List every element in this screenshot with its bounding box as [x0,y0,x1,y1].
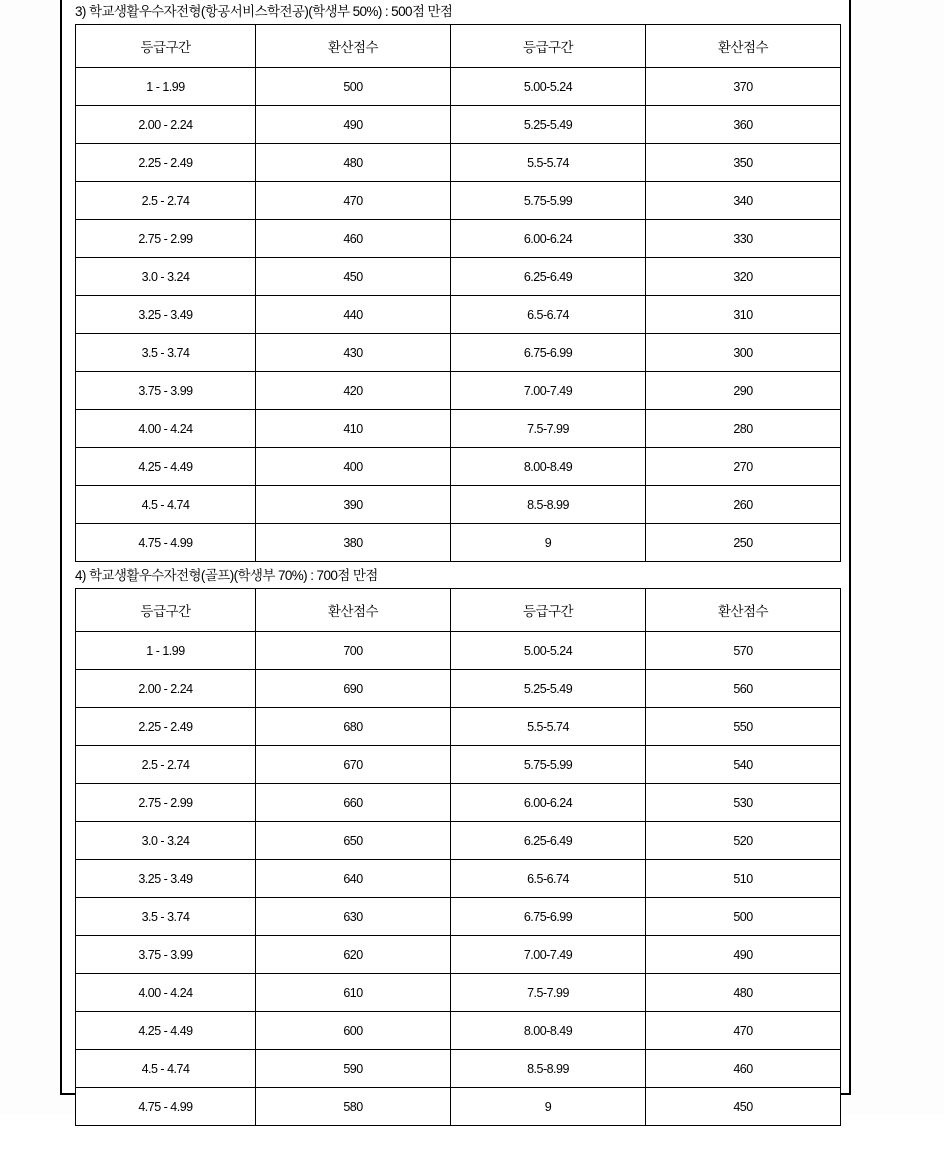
cell-converted-score-left: 600 [256,1012,451,1050]
cell-converted-score-left: 400 [256,448,451,486]
cell-converted-score-left: 670 [256,746,451,784]
column-header-grade-range-right: 등급구간 [451,25,646,68]
cell-converted-score-left: 430 [256,334,451,372]
cell-converted-score-right: 310 [646,296,841,334]
table-row [76,670,841,708]
table-row [76,372,841,410]
score-table-aviation-service [75,24,841,562]
cell-grade-range-right: 9 [451,1088,646,1126]
cell-grade-range-right: 6.25-6.49 [451,822,646,860]
cell-grade-range-left: 2.25 - 2.49 [76,708,256,746]
table-row [76,68,841,106]
cell-converted-score-left: 690 [256,670,451,708]
column-header-converted-score-right: 환산점수 [646,589,841,632]
cell-converted-score-right: 450 [646,1088,841,1126]
cell-converted-score-left: 680 [256,708,451,746]
cell-converted-score-right: 350 [646,144,841,182]
table-row [76,220,841,258]
score-table-golf [75,588,841,1126]
cell-grade-range-left: 2.00 - 2.24 [76,670,256,708]
table-row [76,524,841,562]
cell-converted-score-right: 540 [646,746,841,784]
cell-converted-score-left: 390 [256,486,451,524]
cell-grade-range-left: 3.0 - 3.24 [76,258,256,296]
cell-grade-range-right: 8.5-8.99 [451,486,646,524]
cell-converted-score-right: 550 [646,708,841,746]
cell-converted-score-left: 650 [256,822,451,860]
cell-grade-range-left: 2.75 - 2.99 [76,784,256,822]
cell-grade-range-right: 5.5-5.74 [451,144,646,182]
table-row [76,974,841,1012]
section-title-4: 4) 학교생활우수자전형(골프)(학생부 70%) : 700점 만점 [75,568,378,583]
cell-grade-range-right: 7.5-7.99 [451,974,646,1012]
cell-converted-score-right: 530 [646,784,841,822]
table-row [76,632,841,670]
cell-grade-range-right: 5.75-5.99 [451,182,646,220]
cell-grade-range-left: 3.5 - 3.74 [76,334,256,372]
cell-grade-range-left: 2.5 - 2.74 [76,746,256,784]
cell-grade-range-right: 9 [451,524,646,562]
cell-converted-score-left: 490 [256,106,451,144]
document-content [75,0,840,1170]
cell-converted-score-right: 510 [646,860,841,898]
column-header-converted-score-left: 환산점수 [256,25,451,68]
cell-converted-score-left: 450 [256,258,451,296]
cell-grade-range-left: 4.75 - 4.99 [76,1088,256,1126]
cell-grade-range-left: 3.25 - 3.49 [76,296,256,334]
cell-converted-score-left: 640 [256,860,451,898]
cell-converted-score-right: 300 [646,334,841,372]
table-row [76,784,841,822]
cell-converted-score-left: 700 [256,632,451,670]
table-row [76,106,841,144]
cell-converted-score-right: 470 [646,1012,841,1050]
table-row [76,936,841,974]
cell-grade-range-left: 4.25 - 4.49 [76,448,256,486]
cell-converted-score-right: 250 [646,524,841,562]
cell-converted-score-right: 520 [646,822,841,860]
cell-converted-score-left: 630 [256,898,451,936]
cell-converted-score-left: 410 [256,410,451,448]
table-row [76,746,841,784]
cell-converted-score-left: 420 [256,372,451,410]
cell-converted-score-right: 500 [646,898,841,936]
cell-grade-range-right: 5.25-5.49 [451,106,646,144]
table-row [76,486,841,524]
cell-converted-score-left: 480 [256,144,451,182]
cell-grade-range-left: 4.00 - 4.24 [76,410,256,448]
cell-grade-range-right: 6.00-6.24 [451,220,646,258]
table-row [76,258,841,296]
table-row [76,296,841,334]
cell-grade-range-left: 3.75 - 3.99 [76,372,256,410]
cell-grade-range-right: 6.75-6.99 [451,898,646,936]
cell-grade-range-left: 4.25 - 4.49 [76,1012,256,1050]
section-title-3: 3) 학교생활우수자전형(항공서비스학전공)(학생부 50%) : 500점 만점 [75,4,453,19]
cell-converted-score-left: 460 [256,220,451,258]
cell-converted-score-right: 320 [646,258,841,296]
cell-grade-range-left: 3.0 - 3.24 [76,822,256,860]
cell-grade-range-left: 4.5 - 4.74 [76,1050,256,1088]
table-row [76,822,841,860]
table-row [76,898,841,936]
cell-converted-score-right: 370 [646,68,841,106]
cell-converted-score-right: 290 [646,372,841,410]
cell-grade-range-left: 1 - 1.99 [76,68,256,106]
cell-converted-score-right: 330 [646,220,841,258]
table-row [76,182,841,220]
cell-converted-score-left: 580 [256,1088,451,1126]
cell-grade-range-right: 7.5-7.99 [451,410,646,448]
cell-grade-range-right: 7.00-7.49 [451,936,646,974]
table-row [76,1012,841,1050]
cell-converted-score-right: 270 [646,448,841,486]
cell-grade-range-left: 1 - 1.99 [76,632,256,670]
cell-grade-range-right: 6.25-6.49 [451,258,646,296]
cell-converted-score-left: 660 [256,784,451,822]
cell-grade-range-right: 7.00-7.49 [451,372,646,410]
cell-grade-range-right: 8.5-8.99 [451,1050,646,1088]
cell-converted-score-right: 570 [646,632,841,670]
cell-converted-score-right: 340 [646,182,841,220]
cell-grade-range-left: 4.5 - 4.74 [76,486,256,524]
cell-grade-range-right: 6.75-6.99 [451,334,646,372]
table-row [76,144,841,182]
cell-converted-score-right: 560 [646,670,841,708]
cell-converted-score-left: 590 [256,1050,451,1088]
table-header-row [76,25,841,68]
cell-grade-range-left: 2.5 - 2.74 [76,182,256,220]
cell-grade-range-right: 6.00-6.24 [451,784,646,822]
table-row [76,708,841,746]
cell-converted-score-left: 380 [256,524,451,562]
cell-converted-score-right: 360 [646,106,841,144]
cell-grade-range-left: 3.25 - 3.49 [76,860,256,898]
cell-grade-range-right: 6.5-6.74 [451,296,646,334]
cell-converted-score-left: 470 [256,182,451,220]
cell-converted-score-left: 610 [256,974,451,1012]
cell-grade-range-right: 8.00-8.49 [451,448,646,486]
page-bottom-spacer [75,1126,840,1170]
cell-grade-range-left: 4.00 - 4.24 [76,974,256,1012]
cell-grade-range-right: 5.75-5.99 [451,746,646,784]
cell-grade-range-left: 2.75 - 2.99 [76,220,256,258]
cell-converted-score-right: 260 [646,486,841,524]
table-row [76,1050,841,1088]
column-header-grade-range-right: 등급구간 [451,589,646,632]
cell-grade-range-left: 3.5 - 3.74 [76,898,256,936]
table-row [76,410,841,448]
cell-grade-range-left: 3.75 - 3.99 [76,936,256,974]
cell-converted-score-right: 480 [646,974,841,1012]
cell-converted-score-left: 440 [256,296,451,334]
cell-grade-range-left: 2.25 - 2.49 [76,144,256,182]
column-header-converted-score-right: 환산점수 [646,25,841,68]
table-row [76,448,841,486]
cell-grade-range-left: 2.00 - 2.24 [76,106,256,144]
table-row [76,334,841,372]
cell-converted-score-right: 490 [646,936,841,974]
cell-converted-score-right: 280 [646,410,841,448]
cell-converted-score-left: 620 [256,936,451,974]
table-row [76,1088,841,1126]
table-row [76,860,841,898]
cell-grade-range-right: 5.00-5.24 [451,68,646,106]
cell-grade-range-right: 8.00-8.49 [451,1012,646,1050]
cell-converted-score-right: 460 [646,1050,841,1088]
cell-grade-range-right: 5.00-5.24 [451,632,646,670]
cell-converted-score-left: 500 [256,68,451,106]
cell-grade-range-right: 6.5-6.74 [451,860,646,898]
column-header-grade-range-left: 등급구간 [76,25,256,68]
column-header-converted-score-left: 환산점수 [256,589,451,632]
cell-grade-range-right: 5.25-5.49 [451,670,646,708]
table-header-row [76,589,841,632]
column-header-grade-range-left: 등급구간 [76,589,256,632]
cell-grade-range-right: 5.5-5.74 [451,708,646,746]
cell-grade-range-left: 4.75 - 4.99 [76,524,256,562]
